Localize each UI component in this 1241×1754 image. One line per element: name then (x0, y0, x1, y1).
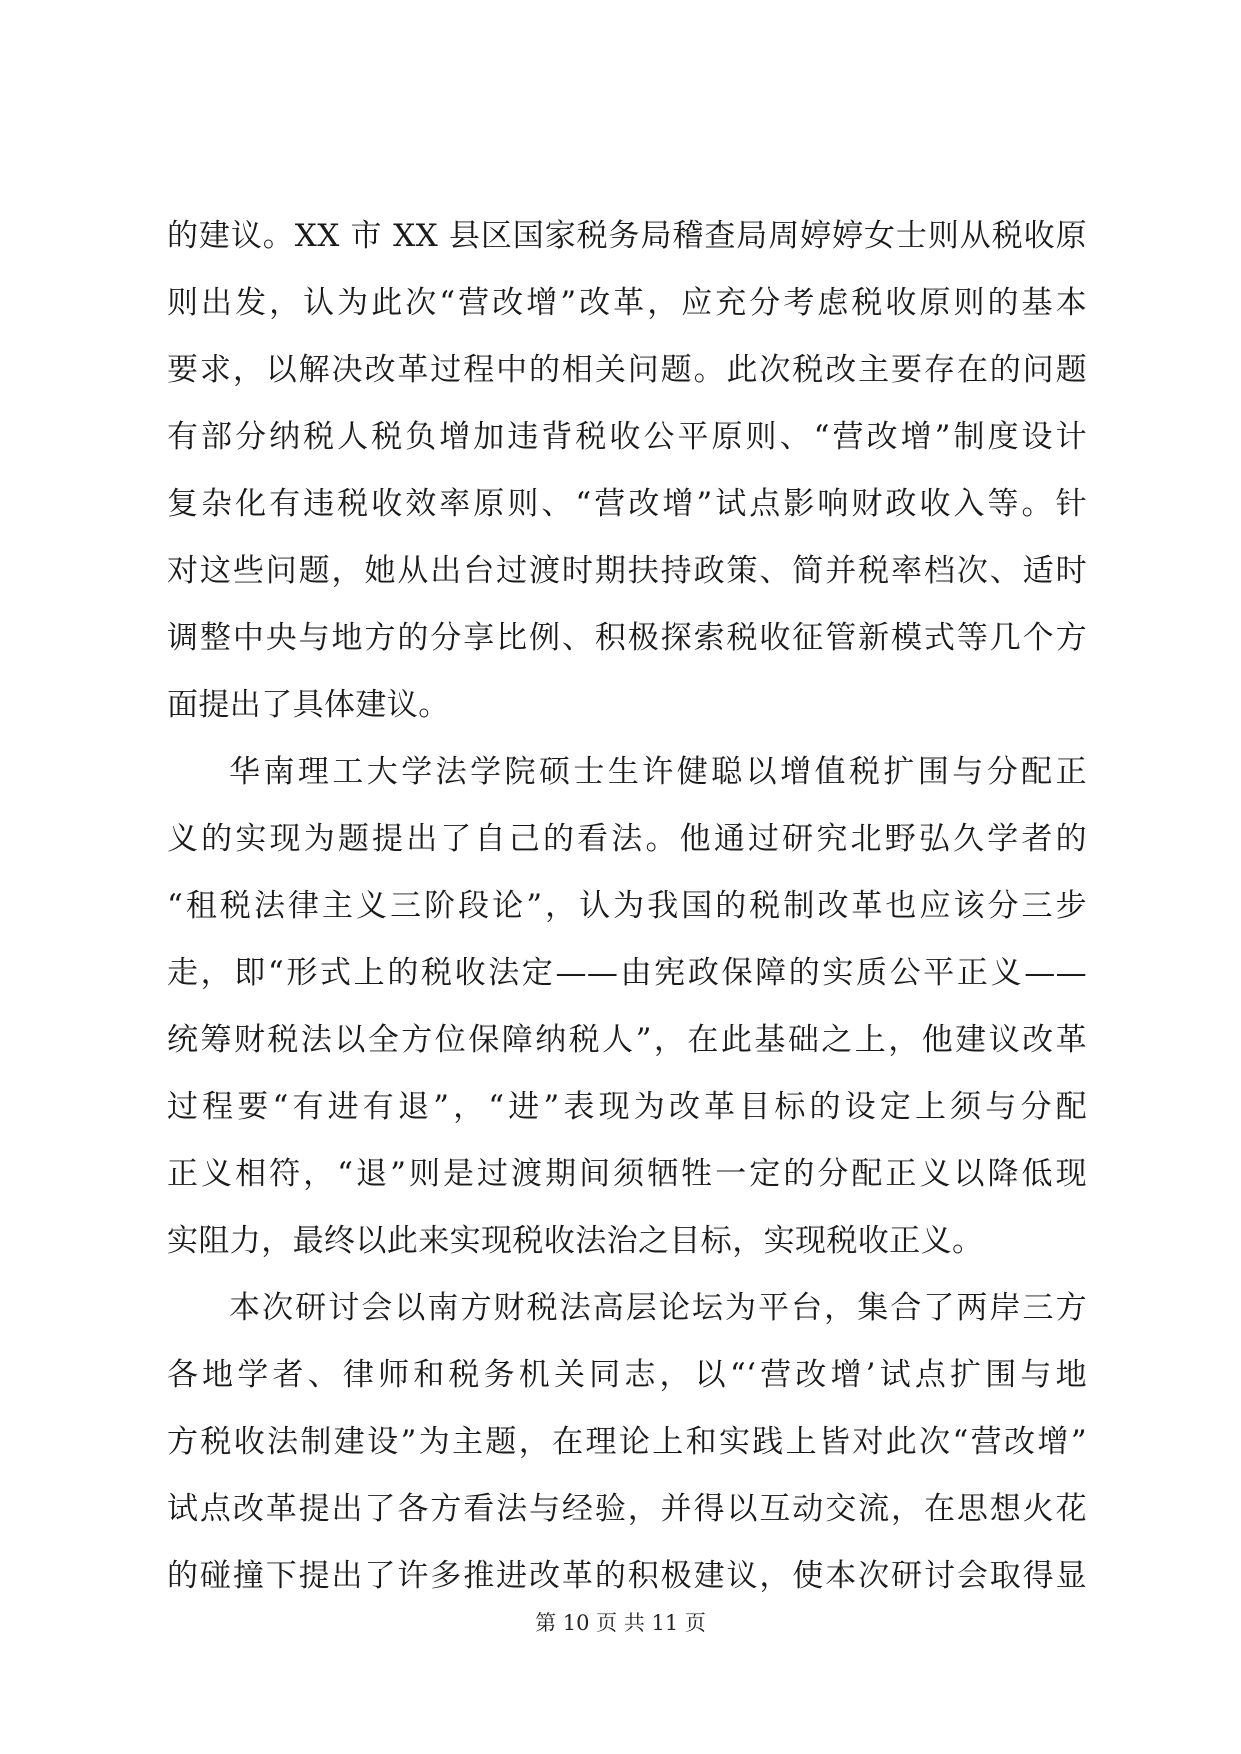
document-body (167, 203, 1087, 1610)
text-line: 方税收法制建设”为主题，在理论上和实践上皆对此次“营改增” (167, 1424, 1087, 1460)
text-line: 走，即“形式上的税收法定——由宪政保障的实质公平正义—— (167, 955, 1087, 991)
paragraph-2 (167, 739, 1087, 1275)
text-line: “租税法律主义三阶段论”，认为我国的税制改革也应该分三步 (167, 888, 1087, 924)
text-line: 复杂化有违税收效率原则、“营改增”试点影响财政收入等。针 (167, 486, 1087, 522)
text-line: 正义相符，“退”则是过渡期间须牺牲一定的分配正义以降低现 (167, 1156, 1087, 1192)
text-line: 过程要“有进有退”，“进”表现为改革目标的设定上须与分配 (167, 1089, 1087, 1125)
page-number-footer: 第 10 页 共 11 页 (535, 1611, 706, 1635)
text-line: 要求，以解决改革过程中的相关问题。此次税改主要存在的问题 (167, 352, 1087, 388)
text-line: 各地学者、律师和税务机关同志，以“‘营改增’试点扩围与地 (167, 1357, 1087, 1393)
text-line: 实阻力，最终以此来实现税收法治之目标，实现税收正义。 (167, 1223, 984, 1259)
paragraph-1 (167, 203, 1087, 739)
text-line: 的建议。XX 市 XX 县区国家税务局稽查局周婷婷女士则从税收原 (167, 218, 1087, 254)
text-line: 的碰撞下提出了许多推进改革的积极建议，使本次研讨会取得显 (167, 1558, 1087, 1594)
text-line: 面提出了具体建议。 (167, 687, 450, 723)
text-line: 统筹财税法以全方位保障纳税人”，在此基础之上，他建议改革 (167, 1022, 1087, 1058)
text-line: 对这些问题，她从出台过渡时期扶持政策、简并税率档次、适时 (167, 553, 1087, 589)
text-line: 义的实现为题提出了自己的看法。他通过研究北野弘久学者的 (167, 821, 1087, 857)
text-line: 则出发，认为此次“营改增”改革，应充分考虑税收原则的基本 (167, 285, 1087, 321)
text-line: 调整中央与地方的分享比例、积极探索税收征管新模式等几个方 (167, 620, 1087, 656)
text-line: 本次研讨会以南方财税法高层论坛为平台，集合了两岸三方 (229, 1290, 1087, 1326)
text-line: 试点改革提出了各方看法与经验，并得以互动交流，在思想火花 (167, 1491, 1087, 1527)
text-line: 有部分纳税人税负增加违背税收公平原则、“营改增”制度设计 (167, 419, 1087, 455)
text-line: 华南理工大学法学院硕士生许健聪以增值税扩围与分配正 (229, 754, 1087, 790)
paragraph-3 (167, 1275, 1087, 1610)
